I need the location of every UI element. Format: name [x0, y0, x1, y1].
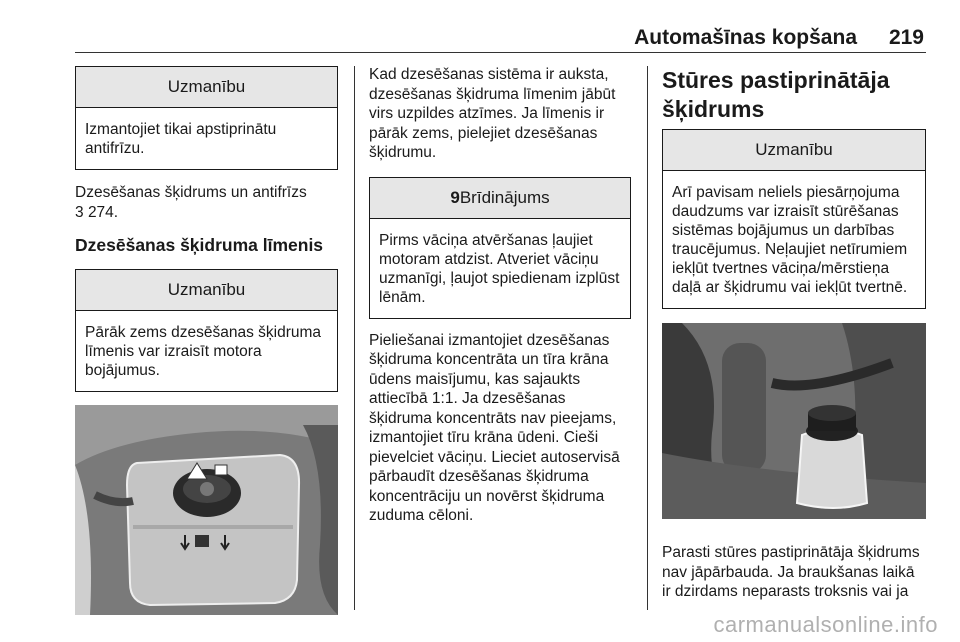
column-divider-2: [647, 66, 648, 610]
coolant-level-paragraph: Kad dzesēšanas sistēma ir auksta, dzesēšanas šķidruma līmenim jābūt virs uzpildes atzīmes. Ja līmenis ir pārāk zems, pielejiet dzesēšanas šķidrumu.: [369, 66, 616, 161]
coolant-mixture-paragraph: Pieliešanai izmantojiet dzesēšanas šķidruma koncentrāta un tīra krāna ūdens maisījumu, kas sajaukts attiecībā 1:1. Ja dzesēšanas šķidruma koncentrāts nav pieejams, izmantojiet tīru krāna ūdeni. Cieši pievelciet vāciņu. Lieciet autoservisā pārbaudīt dzesēšanas šķidruma koncentrāciju un novērst šķidruma zuduma cēloni.: [369, 331, 620, 524]
page-number: 219: [888, 26, 924, 49]
reference-arrow-icon: 3: [75, 203, 84, 221]
caution-box-antifreeze: [75, 66, 338, 170]
coolant-reservoir-photo: [75, 405, 338, 615]
coolant-level-heading: Dzesēšanas šķidruma līmenis: [75, 235, 324, 255]
caution-heading: Uzmanību: [76, 270, 337, 311]
warning-box: [369, 177, 631, 319]
caution-text: Pārāk zems dzesēšanas šķidruma līmenis var izraisīt motora bojājumus.: [85, 324, 322, 379]
header-divider: [75, 52, 926, 53]
warning-triangle-icon: 9: [450, 187, 460, 207]
caution-heading: Uzmanību: [76, 67, 337, 108]
caution-box-coolant-level: [75, 269, 338, 392]
caution-text: Izmantojiet tikai apstiprinātu antifrīzu.: [85, 121, 277, 157]
coolant-reference-text: Dzesēšanas šķidrums un antifrīzs: [75, 184, 307, 201]
caution-heading: Uzmanību: [663, 130, 925, 171]
power-steering-paragraph: Parasti stūres pastiprinātāja šķidrums nav jāpārbauda. Ja braukšanas laikā ir dzirdams neparasts troksnis vai ja: [662, 544, 920, 600]
column-3: [662, 66, 926, 602]
power-steering-reservoir-photo: [662, 323, 926, 519]
column-divider-1: [354, 66, 355, 610]
column-1: [75, 66, 338, 615]
column-2: [369, 66, 631, 526]
warning-text: Pirms vāciņa atvēršanas ļaujiet motoram atdzist. Atveriet vāciņu uzmanīgi, ļaujot spiedienam izplūst lēnām.: [379, 231, 620, 306]
caution-text: Arī pavisam neliels piesārņojuma daudzums var izraisīt stūrēšanas sistēmas bojājumus un darbības traucējumus. Neļaujiet netīrumiem iekļūt tvertnes vāciņa/mērstieņa daļā ar šķidrumu vai iekļūt tvertnē.: [672, 184, 908, 296]
caution-box-power-steering: [662, 129, 926, 309]
reference-page-link[interactable]: 274.: [87, 203, 119, 221]
watermark: carmanualsonline.info: [713, 612, 938, 637]
page-header-title: Automašīnas kopšana: [634, 26, 857, 49]
warning-heading-row: [370, 178, 630, 219]
coolant-reference-paragraph: [75, 183, 338, 222]
power-steering-section-title: Stūres pastiprinātāja šķidrums: [662, 67, 890, 122]
warning-heading: Brīdinājums: [459, 187, 550, 207]
